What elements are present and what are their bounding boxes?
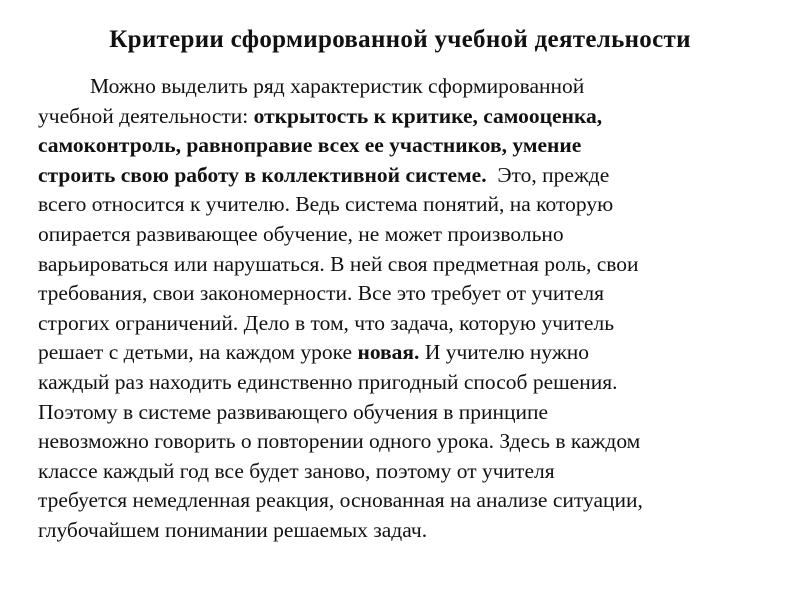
paragraph-line [38, 516, 790, 546]
text-run: строгих ограничений. Дело в том, что задача, которую учитель [38, 310, 614, 335]
text-run: И учителю нужно [419, 340, 589, 365]
slide-title: Критерии сформированной учебной деятельности [109, 26, 691, 53]
paragraph-line [38, 368, 790, 398]
text-run: глубочайшем понимании решаемых задач. [38, 517, 428, 542]
paragraph-line [38, 190, 790, 220]
paragraph-line [38, 102, 790, 132]
text-run: Поэтому в системе развивающего обучения в принципе [38, 399, 549, 424]
paragraph-line [38, 131, 790, 161]
paragraph-line [38, 427, 790, 457]
text-run: Это, прежде [486, 162, 610, 187]
text-run: Можно выделить ряд характеристик сформированной [90, 74, 585, 98]
paragraph-line [38, 220, 790, 250]
text-run: требуется немедленная реакция, основанная на анализе ситуации, [38, 488, 643, 513]
text-run: каждый раз находить единственно пригодный способ решения. [38, 369, 618, 394]
paragraph-line [38, 309, 790, 339]
paragraph-line [38, 398, 790, 428]
paragraph-line [38, 486, 790, 516]
text-run: варьироваться или нарушаться. В ней своя предметная роль, свои [38, 251, 639, 276]
paragraph-line [38, 457, 790, 487]
text-run: всего относится к учителю. Ведь система понятий, на которую [38, 192, 614, 217]
text-run: учебной деятельности: [38, 103, 254, 128]
text-run: решает с детьми, на каждом уроке [38, 340, 358, 365]
text-run: невозможно говорить о повторении одного урока. Здесь в каждом [38, 429, 641, 454]
bold-text-run: новая. [357, 340, 420, 365]
text-run: требования, свои закономерности. Все это требует от учителя [38, 281, 604, 306]
paragraph-line [38, 338, 790, 368]
bold-text-run: открытость к критике, самооценка, [253, 103, 603, 128]
text-run: опирается развивающее обучение, не может произвольно [38, 221, 564, 246]
bold-text-run: строить свою работу в коллективной системе. [38, 162, 487, 187]
slide-body-paragraph [38, 72, 790, 546]
text-run: классе каждый год все будет заново, поэтому от учителя [38, 458, 555, 483]
bold-text-run: самоконтроль, равноправие всех ее участников, умение [38, 133, 582, 158]
paragraph-line [38, 161, 790, 191]
paragraph-line [38, 279, 790, 309]
paragraph-line [38, 72, 790, 102]
paragraph-line [38, 250, 790, 280]
